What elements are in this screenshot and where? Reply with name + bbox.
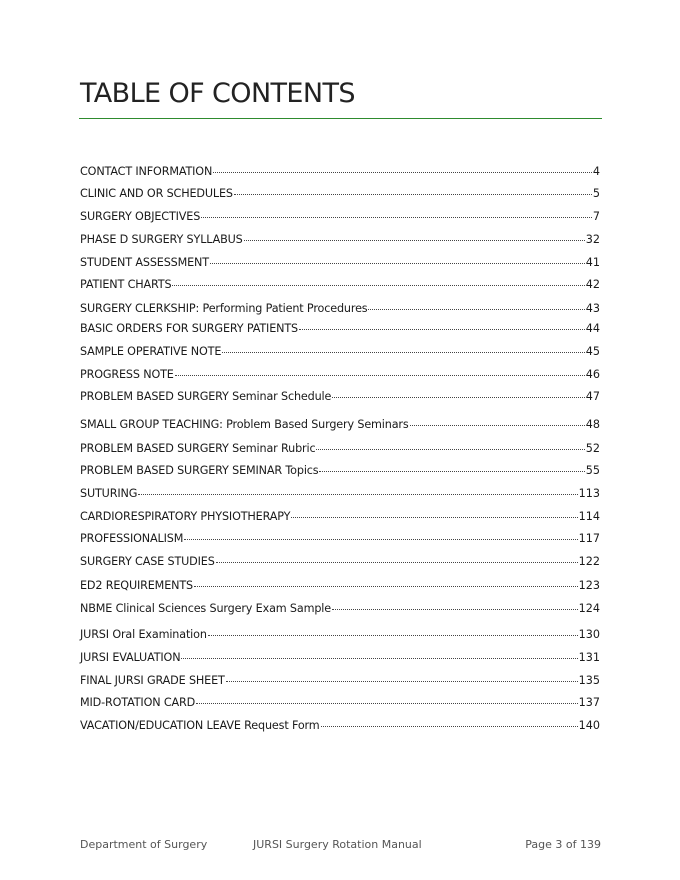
toc-entry[interactable]	[80, 255, 600, 271]
toc-leader	[319, 471, 584, 472]
toc-entry-label: STUDENT ASSESSMENT	[80, 256, 209, 269]
toc-entry-page: 5	[592, 187, 600, 200]
toc-entry-label: PROFESSIONALISM	[80, 532, 184, 545]
toc-entry-page: 137	[578, 696, 600, 709]
toc-entry-page: 43	[585, 302, 600, 315]
toc-entry-label: PROBLEM BASED SURGERY Seminar Rubric	[80, 442, 316, 455]
toc-entry-label: SMALL GROUP TEACHING: Problem Based Surgery Seminars	[80, 418, 409, 431]
toc-leader	[172, 285, 584, 286]
toc-entry-page: 113	[578, 487, 600, 500]
toc-entry[interactable]	[80, 486, 600, 502]
toc-entry-page: 131	[578, 651, 600, 664]
toc-entry[interactable]	[80, 441, 600, 457]
toc-entry-page: 47	[585, 390, 600, 403]
toc-leader	[368, 309, 584, 310]
toc-leader	[213, 172, 592, 173]
toc-entry[interactable]	[80, 417, 600, 433]
toc-entry-page: 123	[578, 579, 600, 592]
toc-entry-page: 41	[585, 256, 600, 269]
toc-entry[interactable]	[80, 277, 600, 293]
toc-entry[interactable]	[80, 531, 600, 547]
toc-entry-page: 124	[578, 602, 600, 615]
toc-entry-label: CLINIC AND OR SCHEDULES	[80, 187, 233, 200]
toc-entry[interactable]	[80, 367, 600, 383]
toc-entry-page: 55	[585, 464, 600, 477]
toc-entry[interactable]	[80, 344, 600, 360]
toc-entry[interactable]	[80, 695, 600, 711]
footer-manual-title: JURSI Surgery Rotation Manual	[253, 838, 422, 851]
toc-entry-label: PROGRESS NOTE	[80, 368, 174, 381]
toc-leader	[234, 194, 592, 195]
toc-entry[interactable]	[80, 578, 600, 594]
toc-entry-label: JURSI EVALUATION	[80, 651, 181, 664]
toc-entry[interactable]	[80, 186, 600, 202]
toc-entry-label: MID-ROTATION CARD	[80, 696, 196, 709]
toc-entry-label: SAMPLE OPERATIVE NOTE	[80, 345, 222, 358]
toc-entry[interactable]	[80, 509, 600, 525]
toc-entry-label: BASIC ORDERS FOR SURGERY PATIENTS	[80, 322, 298, 335]
toc-entry-label: PROBLEM BASED SURGERY SEMINAR Topics	[80, 464, 319, 477]
toc-entry[interactable]	[80, 554, 600, 570]
toc-entry-label: CARDIORESPIRATORY PHYSIOTHERAPY	[80, 510, 291, 523]
toc-entry[interactable]	[80, 650, 600, 666]
toc-leader	[201, 217, 592, 218]
toc-entry-page: 44	[585, 322, 600, 335]
toc-entry-label: PROBLEM BASED SURGERY Seminar Schedule	[80, 390, 332, 403]
toc-entry[interactable]	[80, 389, 600, 405]
toc-entry-label: PHASE D SURGERY SYLLABUS	[80, 233, 243, 246]
toc-leader	[184, 539, 577, 540]
toc-entry[interactable]	[80, 718, 600, 734]
toc-entry-label: FINAL JURSI GRADE SHEET	[80, 674, 225, 687]
toc-entry-label: JURSI Oral Examination	[80, 628, 207, 641]
toc-entry[interactable]	[80, 601, 600, 617]
toc-entry-page: 122	[578, 555, 600, 568]
toc-entry-label: SURGERY OBJECTIVES	[80, 210, 201, 223]
toc-entry-page: 135	[578, 674, 600, 687]
toc-leader	[138, 494, 577, 495]
footer-department: Department of Surgery	[80, 838, 208, 851]
toc-entry-label: SURGERY CLERKSHIP: Performing Patient Procedures	[80, 302, 368, 315]
toc-leader	[210, 263, 585, 264]
toc-leader	[196, 703, 578, 704]
toc-entry[interactable]	[80, 463, 600, 479]
toc-leader	[410, 425, 585, 426]
toc-leader	[321, 726, 578, 727]
toc-entry[interactable]	[80, 232, 600, 248]
toc-leader	[194, 586, 578, 587]
toc-entry[interactable]	[80, 164, 600, 180]
toc-leader	[222, 352, 584, 353]
toc-entry-label: CONTACT INFORMATION	[80, 165, 213, 178]
toc-leader	[332, 609, 578, 610]
toc-entry-page: 130	[578, 628, 600, 641]
toc-entry-label: SUTURING	[80, 487, 138, 500]
toc-leader	[244, 240, 585, 241]
toc-leader	[216, 562, 578, 563]
toc-leader	[332, 397, 585, 398]
toc-entry-label: NBME Clinical Sciences Surgery Exam Sample	[80, 602, 331, 615]
toc-entry[interactable]	[80, 321, 600, 337]
toc-leader	[291, 517, 577, 518]
toc-leader	[299, 329, 585, 330]
toc-entry-page: 48	[585, 418, 600, 431]
toc-entry-page: 32	[585, 233, 600, 246]
toc-entry-page: 4	[592, 165, 600, 178]
toc-entry-page: 114	[578, 510, 600, 523]
toc-entry[interactable]	[80, 627, 600, 643]
toc-entry-page: 7	[592, 210, 600, 223]
toc-entry-label: PATIENT CHARTS	[80, 278, 172, 291]
toc-entry-page: 140	[578, 719, 600, 732]
toc-entry-label: VACATION/EDUCATION LEAVE Request Form	[80, 719, 320, 732]
page-title: TABLE OF CONTENTS	[80, 78, 355, 109]
toc-leader	[208, 635, 578, 636]
toc-leader	[181, 658, 577, 659]
toc-entry-page: 117	[578, 532, 600, 545]
toc-entry[interactable]	[80, 209, 600, 225]
toc-entry-page: 45	[585, 345, 600, 358]
footer-page-number: Page 3 of 139	[525, 838, 601, 851]
toc-entry[interactable]	[80, 673, 600, 689]
toc-leader	[316, 449, 584, 450]
toc-entry-label: SURGERY CASE STUDIES	[80, 555, 215, 568]
toc-entry-page: 52	[585, 442, 600, 455]
toc-leader	[175, 375, 585, 376]
toc-leader	[226, 681, 578, 682]
toc-entry-label: ED2 REQUIREMENTS	[80, 579, 193, 592]
toc-entry-page: 46	[585, 368, 600, 381]
title-divider	[79, 118, 602, 119]
toc-entry[interactable]	[80, 301, 600, 317]
toc-entry-page: 42	[585, 278, 600, 291]
